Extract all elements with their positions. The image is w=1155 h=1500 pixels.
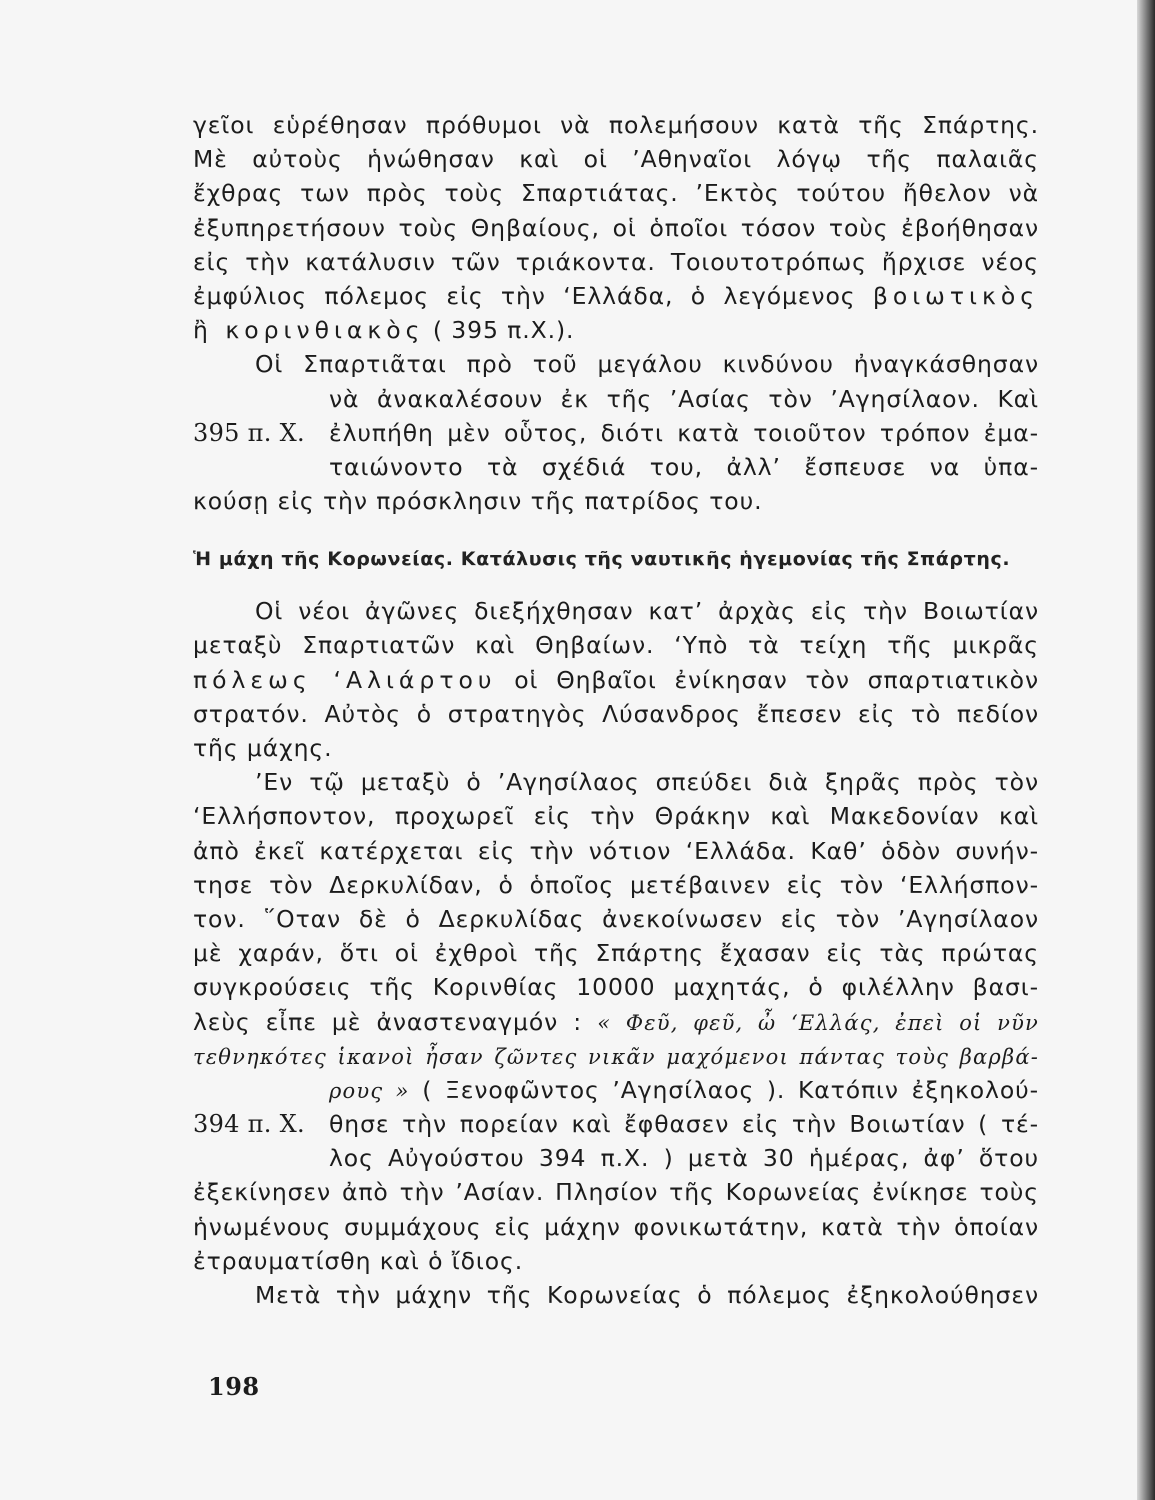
text-line: Οἱ Σπαρτιᾶται πρὸ τοῦ μεγάλου κινδύνου ἠναγκάσθησαν — [255, 350, 1039, 379]
text-line — [193, 1073, 1039, 1107]
text-line: νὰ ἀνακαλέσουν ἐκ τῆς ’Ασίας τὸν ’Αγησίλαον. Καὶ — [329, 384, 1039, 413]
text-line: εἰς τὴν κατάλυσιν τῶν τριάκοντα. Τοιουτοτρόπως ἤρχισε νέος — [193, 247, 1039, 276]
page-text — [193, 108, 1039, 1312]
text-line: συγκρούσεις τῆς Κορινθίας 10000 μαχητάς, ὁ φιλέλλην βασι- — [193, 973, 1039, 1002]
text-line: ἀπὸ ἐκεῖ κατέρχεται εἰς τὴν νότιον ‘Ελλάδα. Καθ’ ὁδὸν συνήν- — [193, 836, 1039, 865]
text-line: τησε τὸν Δερκυλίδαν, ὁ ὁποῖος μετέβαινεν εἰς τὸν ‘Ελλήσπον- — [193, 870, 1039, 899]
section-heading: Ἡ μάχη τῆς Κορωνείας. Κατάλυσις τῆς ναυτικῆς ἡγεμονίας τῆς Σπάρτης. — [193, 548, 1011, 571]
text-line: στρατόν. Αὐτὸς ὁ στρατηγὸς Λύσανδρος ἔπεσεν εἰς τὸ πεδίον — [193, 699, 1039, 728]
text-line: ἐξεκίνησεν ἀπὸ τὴν ’Ασίαν. Πλησίον τῆς Κορωνείας ἐνίκησε τοὺς — [193, 1178, 1039, 1207]
text-line: ’Εν τῷ μεταξὺ ὁ ’Αγησίλαος σπεύδει διὰ ξηρᾶς πρὸς τὸν — [255, 768, 1039, 797]
text-line: κούσῃ εἰς τὴν πρόσκλησιν τῆς πατρίδος του. — [193, 487, 763, 516]
quotation: « Φεῦ, φεῦ, ὦ ‘Ελλάς, ἐπεὶ οἱ νῦν — [597, 1010, 1040, 1035]
text-line: λος Αὐγούστου 394 π.Χ. ) μετὰ 30 ἡμέρας, ἀφ’ ὅτου — [329, 1144, 1039, 1173]
text-run: ( Ξενοφῶντος ’Αγησίλαος ). Κατόπιν ἐξηκολού- — [422, 1075, 1039, 1104]
text-line — [193, 1005, 1039, 1039]
text-line: Οἱ νέοι ἀγῶνες διεξήχθησαν κατ’ ἀρχὰς εἰς τὴν Βοιωτίαν — [255, 597, 1039, 626]
text-line: ἡνωμένους συμμάχους εἰς μάχην φονικωτάτην, κατὰ τὴν ὁποίαν — [193, 1212, 1039, 1241]
page-edge-shadow — [1137, 0, 1155, 1500]
text-line — [193, 663, 1039, 697]
spaced-term: ἢ κορινθιακὸς — [193, 316, 425, 345]
text-line: ἐλυπήθη μὲν οὗτος, διότι κατὰ τοιοῦτον τρόπον ἐμα- — [329, 418, 1039, 447]
spaced-term: βοιωτικὸς — [872, 281, 1039, 310]
text-line: γεῖοι εὑρέθησαν πρόθυμοι νὰ πολεμήσουν κατὰ τῆς Σπάρτης. — [193, 111, 1039, 139]
text-line: τῆς μάχης. — [193, 734, 333, 762]
text-line — [193, 313, 1039, 347]
text-line — [193, 1039, 1039, 1073]
text-line: θησε τὴν πορείαν καὶ ἔφθασεν εἰς τὴν Βοιωτίαν ( τέ- — [329, 1110, 1039, 1139]
text-line: ‘Ελλήσποντον, προχωρεῖ εἰς τὴν Θράκην καὶ Μακεδονίαν καὶ — [193, 802, 1039, 831]
margin-row — [193, 1107, 1039, 1141]
text-line: μὲ χαράν, ὅτι οἱ ἐχθροὶ τῆς Σπάρτης ἔχασαν εἰς τὰς πρώτας — [193, 939, 1039, 968]
text-line: ἔχθρας των πρὸς τοὺς Σπαρτιάτας. ’Εκτὸς τούτου ἤθελον νὰ — [193, 179, 1039, 208]
text-line: ταιώνοντο τὰ σχέδιά του, ἀλλ’ ἔσπευσε να ὑπα- — [329, 452, 1039, 481]
spaced-term: πόλεως ‘Αλιάρτου — [193, 665, 497, 694]
text-line — [193, 279, 1039, 313]
text-line: μεταξὺ Σπαρτιατῶν καὶ Θηβαίων. ‘Υπὸ τὰ τείχη τῆς μικρᾶς — [193, 631, 1039, 660]
margin-date-note: 394 π. Χ. — [193, 1110, 305, 1139]
quotation: ρους » — [329, 1078, 410, 1103]
margin-row — [193, 416, 1039, 450]
margin-date-note: 395 π. Χ. — [193, 418, 305, 447]
page-number: 198 — [208, 1372, 260, 1401]
text-line: ἐτραυματίσθη καὶ ὁ ἴδιος. — [193, 1246, 524, 1275]
quotation: τεθνηκότες ἱκανοὶ ἦσαν ζῶντες νικᾶν μαχόμενοι πάντας τοὺς βαρβά- — [193, 1044, 1039, 1069]
text-line: Μὲ αὐτοὺς ἡνώθησαν καὶ οἱ ’Αθηναῖοι λόγῳ τῆς παλαιᾶς — [193, 145, 1039, 174]
text-run: ( 395 π.Χ.). — [432, 316, 575, 345]
text-run: λεὺς εἶπε μὲ ἀναστεναγμόν : — [193, 1007, 583, 1036]
text-run: οἱ Θηβαῖοι ἐνίκησαν τὸν σπαρτιατικὸν — [514, 665, 1039, 694]
text-line: τον. ῞Οταν δὲ ὁ Δερκυλίδας ἀνεκοίνωσεν εἰς τὸν ’Αγησίλαον — [193, 904, 1039, 933]
text-line: Μετὰ τὴν μάχην τῆς Κορωνείας ὁ πόλεμος ἐξηκολούθησεν — [255, 1281, 1039, 1309]
text-run: ἐμφύλιος πόλεμος εἰς τὴν ‘Ελλάδα, ὁ λεγόμενος — [193, 281, 856, 310]
text-line: ἐξυπηρετήσουν τοὺς Θηβαίους, οἱ ὁποῖοι τόσον τοὺς ἐβοήθησαν — [193, 213, 1039, 242]
